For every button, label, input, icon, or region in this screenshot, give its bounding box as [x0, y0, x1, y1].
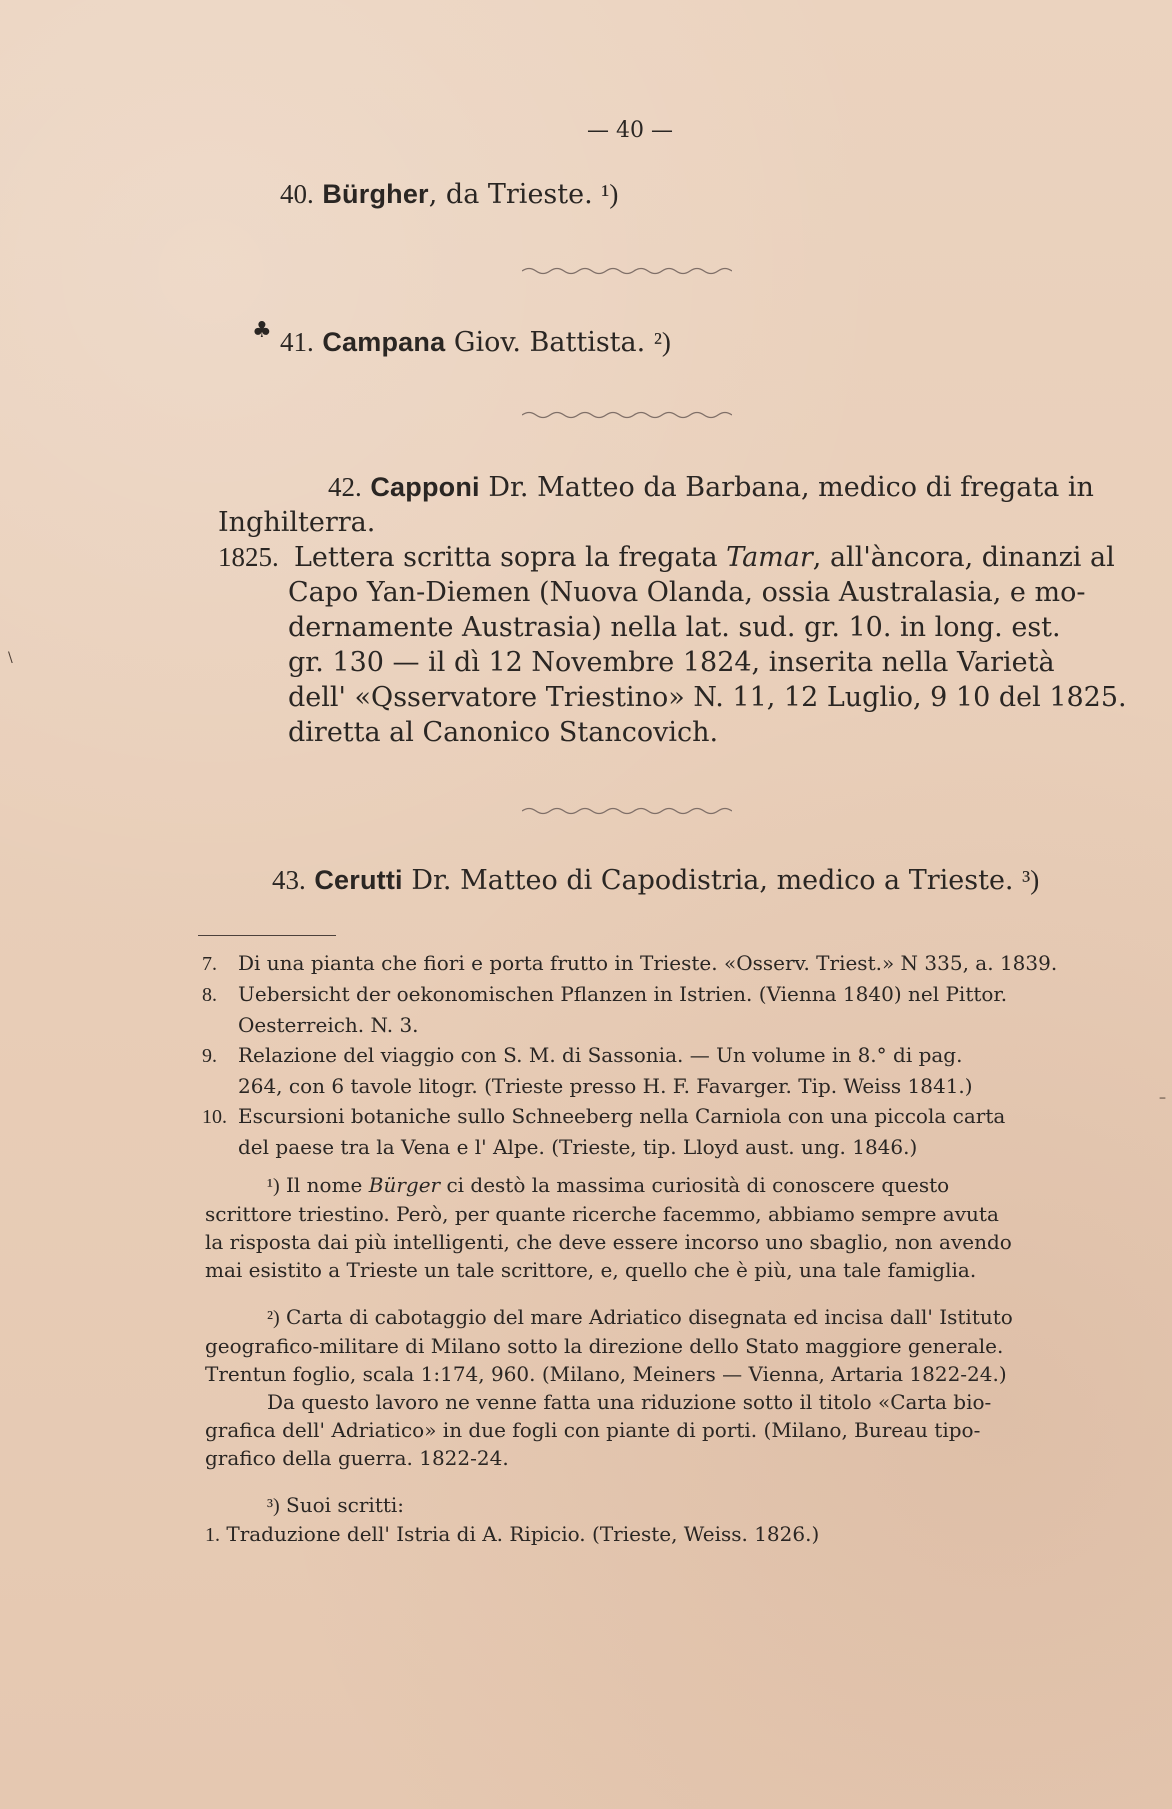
- publication-year: 1825.: [218, 542, 279, 572]
- entry-description: Dr. Matteo da Barbana, medico di fregata in: [479, 472, 1094, 503]
- decorative-wavy-divider: [522, 806, 732, 816]
- entry-43: [272, 864, 1039, 897]
- footnote-line: grafica dell' Adriatico» in due fogli con piante di porti. (Milano, Bureau tipo-: [205, 1418, 981, 1442]
- entry-number: 40.: [280, 179, 314, 209]
- page-number: — 40 —: [587, 118, 673, 143]
- footnote-text: ci destò la massima curiosità di conoscere questo: [440, 1173, 950, 1197]
- entry-surname: Cerutti: [314, 865, 403, 895]
- list-item: [202, 1101, 1038, 1132]
- list-item-text: Escursioni botaniche sullo Schneeberg nella Carniola con una piccola carta: [238, 1104, 1006, 1128]
- footnote-list-item-number: 1.: [205, 1524, 220, 1546]
- footnote-3: [205, 1491, 1035, 1549]
- list-item: [202, 948, 1058, 979]
- ship-name: Tamar: [726, 542, 813, 573]
- footnote-2: [205, 1303, 1035, 1472]
- publication-line: Capo Yan-Diemen (Nuova Olanda, ossia Australasia, e mo-: [288, 577, 1086, 608]
- publication-line: dell' «Qsservatore Triestino» N. 11, 12 Luglio, 9 10 del 1825.: [288, 682, 1127, 713]
- footnote-marker: ³): [267, 1495, 280, 1517]
- entry-surname: Capponi: [370, 472, 480, 502]
- footnote-marker: ²): [267, 1307, 280, 1329]
- ink-mark: ♣: [252, 318, 272, 343]
- entry-surname: Campana: [322, 327, 446, 357]
- footnote-line: Da questo lavoro ne venne fatta una riduzione sotto il titolo «Carta bio-: [267, 1390, 992, 1414]
- footnote-line: la risposta dai più intelligenti, che deve essere incorso uno sbaglio, non avendo: [205, 1230, 1012, 1254]
- entry-description: Dr. Matteo di Capodistria, medico a Trieste.: [402, 865, 1014, 896]
- list-item: [202, 979, 1038, 1010]
- footnote-line: scrittore triestino. Però, per quante ricerche facemmo, abbiamo sempre avuta: [205, 1202, 999, 1226]
- list-item-number: 9.: [202, 1045, 217, 1067]
- page-edge-mark: –: [1159, 1090, 1166, 1106]
- footnote-line: mai esistito a Trieste un tale scrittore, e, quello che è più, una tale famiglia.: [205, 1258, 977, 1282]
- entry-42: [218, 470, 1127, 750]
- footnote-separator: [198, 935, 336, 936]
- footnote-list-item-text: Traduzione dell' Istria di A. Ripicio. (Trieste, Weiss. 1826.): [226, 1522, 820, 1546]
- bibliography-list: [202, 948, 1058, 1162]
- entry-description-continued: Inghilterra.: [218, 507, 376, 538]
- entry-description: Giov. Battista.: [445, 327, 646, 358]
- footnote-name: Bürger: [368, 1173, 441, 1197]
- list-item-number: 7.: [202, 953, 217, 975]
- footnote-marker: ¹): [267, 1175, 280, 1197]
- publication-line: dernamente Austrasia) nella lat. sud. gr. 10. in long. est.: [288, 612, 1061, 643]
- footnote-list-item: [205, 1520, 1035, 1549]
- list-item-continuation: Oesterreich. N. 3.: [238, 1013, 419, 1037]
- entry-number: 43.: [272, 865, 306, 895]
- list-item-text: Di una pianta che fiori e porta frutto in Trieste. «Osserv. Triest.» N 335, a. 1839.: [238, 951, 1058, 975]
- footnote-text: Suoi scritti:: [286, 1493, 405, 1517]
- footnote-line: Trentun foglio, scala 1:174, 960. (Milano, Meiners — Vienna, Artaria 1822-24.): [205, 1362, 1007, 1386]
- entry-surname: Bürgher: [322, 179, 429, 209]
- publication-line: diretta al Canonico Stancovich.: [288, 717, 719, 748]
- footnote-reference: ¹): [601, 179, 619, 209]
- list-item-number: 10.: [202, 1106, 227, 1128]
- list-item-continuation: del paese tra la Vena e l' Alpe. (Trieste, tip. Lloyd aust. ung. 1846.): [238, 1135, 918, 1159]
- entry-41: [280, 326, 671, 359]
- publication-line: gr. 130 — il dì 12 Novembre 1824, inserita nella Varietà: [288, 647, 1055, 678]
- footnote-line: geografico-militare di Milano sotto la direzione dello Stato maggiore generale.: [205, 1334, 1004, 1358]
- entry-description: , da Trieste.: [428, 179, 593, 210]
- publication-line: Lettera scritta sopra la fregata: [294, 542, 727, 573]
- list-item-text: Relazione del viaggio con S. M. di Sassonia. — Un volume in 8.° di pag.: [238, 1043, 963, 1067]
- publication-line: , all'àncora, dinanzi al: [812, 542, 1115, 573]
- footnote-text: Il nome: [286, 1173, 369, 1197]
- entry-number: 41.: [280, 327, 314, 357]
- list-item-continuation: 264, con 6 tavole litogr. (Trieste presso H. F. Favarger. Tip. Weiss 1841.): [238, 1074, 973, 1098]
- footnote-1: [205, 1171, 1035, 1284]
- page-mark: \: [8, 650, 13, 666]
- footnote-text: Carta di cabotaggio del mare Adriatico disegnata ed incisa dall' Istituto: [286, 1305, 1013, 1329]
- list-item: [202, 1040, 1038, 1071]
- footnote-reference: ²): [653, 327, 671, 357]
- entry-number: 42.: [328, 472, 362, 502]
- footnote-line: grafico della guerra. 1822-24.: [205, 1446, 509, 1470]
- entry-40: [280, 178, 618, 211]
- list-item-number: 8.: [202, 984, 217, 1006]
- footnote-reference: ³): [1022, 865, 1040, 895]
- list-item-text: Uebersicht der oekonomischen Pflanzen in Istrien. (Vienna 1840) nel Pittor.: [238, 982, 1008, 1006]
- decorative-wavy-divider: [522, 266, 732, 276]
- decorative-wavy-divider: [522, 410, 732, 420]
